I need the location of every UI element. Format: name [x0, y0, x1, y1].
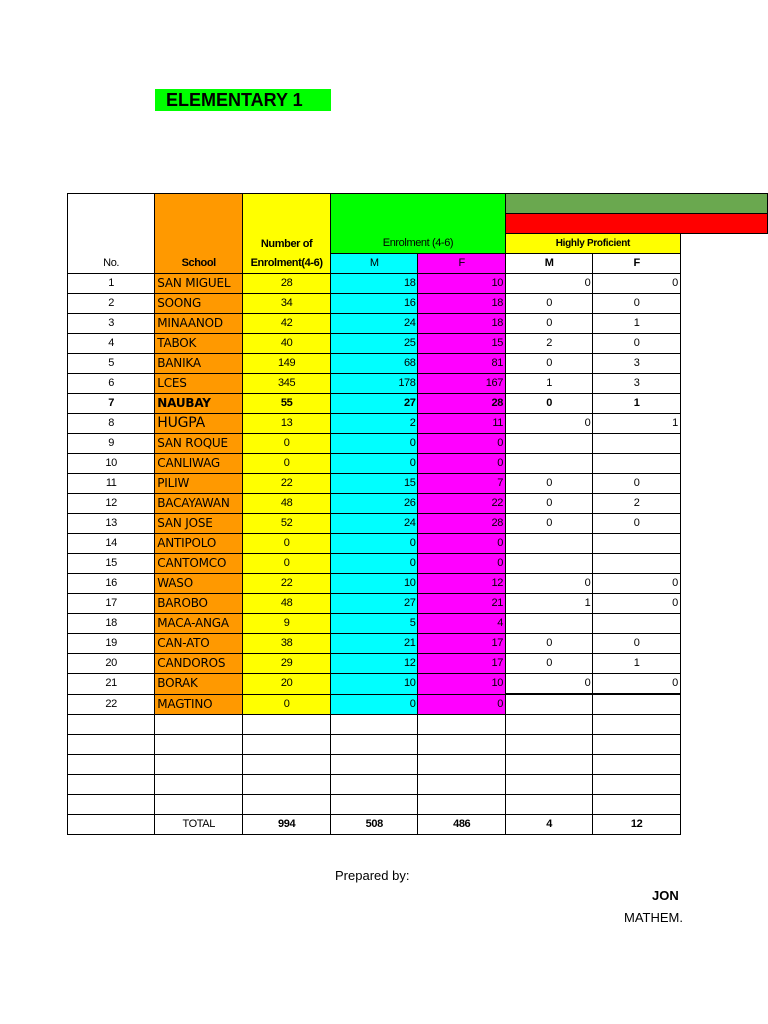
- empty-cell: [593, 795, 680, 815]
- empty-cell: [155, 735, 243, 755]
- enrolment-value: 20: [243, 674, 331, 695]
- female-value: 167: [418, 374, 505, 394]
- table-row: [68, 414, 768, 434]
- enrolment-value: 28: [243, 274, 331, 294]
- female-value: 11: [418, 414, 505, 434]
- enrolment-value: 0: [243, 534, 331, 554]
- spacer-cell: [680, 554, 767, 574]
- table-row: [68, 374, 768, 394]
- hp-male-value: 0: [505, 274, 592, 294]
- male-value: 0: [331, 434, 418, 454]
- row-number: 6: [68, 374, 155, 394]
- table-row: [68, 694, 768, 715]
- row-number: 15: [68, 554, 155, 574]
- hp-male-value: 0: [505, 574, 592, 594]
- prepared-by-label: Prepared by:: [335, 868, 410, 883]
- male-value: 18: [331, 274, 418, 294]
- spacer-cell: [680, 334, 767, 354]
- hp-female-value: 0: [593, 334, 680, 354]
- empty-cell: [68, 775, 155, 795]
- spacer-cell: [680, 574, 767, 594]
- row-number: 11: [68, 474, 155, 494]
- hp-f-header: F: [593, 254, 680, 274]
- school-name: CANLIWAG: [155, 454, 243, 474]
- empty-cell: [505, 775, 592, 795]
- hp-female-value: 0: [593, 474, 680, 494]
- spacer-cell: [680, 694, 767, 715]
- spacer-cell: [680, 674, 767, 695]
- empty-row: [68, 795, 768, 815]
- total-label: TOTAL: [155, 815, 243, 835]
- school-name: NAUBAY: [155, 394, 243, 414]
- header-row-columns: [68, 254, 768, 274]
- table-row: [68, 354, 768, 374]
- female-value: 28: [418, 514, 505, 534]
- row-number: 16: [68, 574, 155, 594]
- table-row: [68, 314, 768, 334]
- hp-female-value: 0: [593, 594, 680, 614]
- school-name: ANTIPOLO: [155, 534, 243, 554]
- female-value: 28: [418, 394, 505, 414]
- empty-row: [68, 755, 768, 775]
- enrolment-value: 345: [243, 374, 331, 394]
- total-row: [68, 815, 768, 835]
- male-value: 15: [331, 474, 418, 494]
- empty-cell: [243, 735, 331, 755]
- female-value: 0: [418, 454, 505, 474]
- spacer-cell: [680, 494, 767, 514]
- spacer-cell: [680, 354, 767, 374]
- hp-female-value: [593, 554, 680, 574]
- table-row: [68, 594, 768, 614]
- page-title: ELEMENTARY 1: [155, 89, 331, 111]
- empty-cell: [593, 755, 680, 775]
- empty-cell: [155, 715, 243, 735]
- female-value: 18: [418, 294, 505, 314]
- table-row: [68, 634, 768, 654]
- female-value: 22: [418, 494, 505, 514]
- hp-female-value: 3: [593, 374, 680, 394]
- empty-cell: [155, 755, 243, 775]
- female-value: 21: [418, 594, 505, 614]
- total-hp-female: 12: [593, 815, 680, 835]
- male-value: 178: [331, 374, 418, 394]
- hp-male-value: 0: [505, 514, 592, 534]
- table-row: [68, 334, 768, 354]
- row-number: 7: [68, 394, 155, 414]
- school-name: SAN MIGUEL: [155, 274, 243, 294]
- header-row-group: [68, 234, 768, 254]
- empty-cell: [243, 795, 331, 815]
- female-value: 0: [418, 554, 505, 574]
- hp-male-value: 0: [505, 294, 592, 314]
- school-name: MACA-ANGA: [155, 614, 243, 634]
- empty-cell: [331, 735, 418, 755]
- empty-cell: [418, 775, 505, 795]
- row-number: 20: [68, 654, 155, 674]
- hp-male-value: 0: [505, 474, 592, 494]
- hp-female-value: 2: [593, 494, 680, 514]
- spacer-cell: [680, 434, 767, 454]
- spacer-cell: [680, 474, 767, 494]
- male-value: 10: [331, 574, 418, 594]
- preparer-name: JON: [652, 888, 679, 903]
- school-name: CANDOROS: [155, 654, 243, 674]
- female-value: 12: [418, 574, 505, 594]
- spacer-cell: [680, 735, 767, 755]
- school-name: BORAK: [155, 674, 243, 695]
- spacer-cell: [680, 394, 767, 414]
- row-number: 8: [68, 414, 155, 434]
- highly-proficient-header: Highly Proficient: [505, 234, 680, 254]
- male-value: 0: [331, 534, 418, 554]
- empty-cell: [68, 755, 155, 775]
- enrolment-value: 52: [243, 514, 331, 534]
- enrolment-value: 29: [243, 654, 331, 674]
- table-row: [68, 494, 768, 514]
- table-row: [68, 674, 768, 695]
- row-number: 14: [68, 534, 155, 554]
- female-value: 7: [418, 474, 505, 494]
- male-value: 0: [331, 454, 418, 474]
- hp-female-value: 0: [593, 294, 680, 314]
- empty-row: [68, 775, 768, 795]
- table-row: [68, 614, 768, 634]
- table-row: [68, 274, 768, 294]
- enrolment-value: 9: [243, 614, 331, 634]
- table-row: [68, 654, 768, 674]
- hp-male-value: 0: [505, 494, 592, 514]
- male-value: 21: [331, 634, 418, 654]
- row-number: 19: [68, 634, 155, 654]
- enrolment-value: 38: [243, 634, 331, 654]
- hp-female-value: 1: [593, 394, 680, 414]
- spacer-cell: [680, 294, 767, 314]
- enrolment-value: 13: [243, 414, 331, 434]
- m-header: M: [331, 254, 418, 274]
- table-row: [68, 574, 768, 594]
- empty-cell: [155, 795, 243, 815]
- enrolment-value: 22: [243, 574, 331, 594]
- spacer-cell: [680, 274, 767, 294]
- enrolment-value: 48: [243, 494, 331, 514]
- empty-cell: [331, 715, 418, 735]
- hp-male-value: [505, 554, 592, 574]
- header-row-top: [68, 194, 768, 214]
- enrolment-header-line1: Number of: [243, 234, 331, 254]
- hp-female-value: 0: [593, 274, 680, 294]
- school-header: School: [155, 254, 243, 274]
- enrolment-header-line2: Enrolment(4-6): [243, 254, 331, 274]
- enrolment-value: 34: [243, 294, 331, 314]
- empty-cell: [68, 795, 155, 815]
- hp-female-value: 3: [593, 354, 680, 374]
- hp-male-value: 1: [505, 594, 592, 614]
- enrolment-value: 22: [243, 474, 331, 494]
- hp-female-value: 1: [593, 314, 680, 334]
- spacer-cell: [680, 755, 767, 775]
- table-row: [68, 294, 768, 314]
- row-number: 10: [68, 454, 155, 474]
- spacer-cell: [680, 594, 767, 614]
- hp-female-value: 0: [593, 634, 680, 654]
- female-value: 15: [418, 334, 505, 354]
- total-enrolment: 994: [243, 815, 331, 835]
- enrolment-value: 40: [243, 334, 331, 354]
- hp-female-value: [593, 434, 680, 454]
- female-value: 17: [418, 634, 505, 654]
- school-name: CAN-ATO: [155, 634, 243, 654]
- no-header: No.: [68, 254, 155, 274]
- male-value: 26: [331, 494, 418, 514]
- f-header: F: [418, 254, 505, 274]
- enrolment-value: 0: [243, 434, 331, 454]
- hp-male-value: 2: [505, 334, 592, 354]
- hp-male-value: [505, 454, 592, 474]
- male-value: 27: [331, 394, 418, 414]
- row-number: 18: [68, 614, 155, 634]
- school-name: SAN ROQUE: [155, 434, 243, 454]
- hp-male-value: 1: [505, 374, 592, 394]
- total-female: 486: [418, 815, 505, 835]
- hp-female-value: [593, 454, 680, 474]
- school-name: MINAANOD: [155, 314, 243, 334]
- school-name: BACAYAWAN: [155, 494, 243, 514]
- empty-cell: [505, 735, 592, 755]
- hp-male-value: 0: [505, 354, 592, 374]
- school-name: CANTOMCO: [155, 554, 243, 574]
- hp-male-value: [505, 534, 592, 554]
- hp-male-value: [505, 694, 592, 715]
- enrolment-value: 0: [243, 694, 331, 715]
- enrolment-value: 48: [243, 594, 331, 614]
- male-value: 10: [331, 674, 418, 695]
- empty-cell: [68, 715, 155, 735]
- total-blank: [68, 815, 155, 835]
- empty-row: [68, 715, 768, 735]
- school-name: LCES: [155, 374, 243, 394]
- hp-female-value: [593, 694, 680, 715]
- male-value: 24: [331, 514, 418, 534]
- table-row: [68, 454, 768, 474]
- female-value: 18: [418, 314, 505, 334]
- empty-cell: [505, 755, 592, 775]
- empty-cell: [331, 775, 418, 795]
- male-value: 25: [331, 334, 418, 354]
- table-row: [68, 534, 768, 554]
- spacer-cell: [680, 775, 767, 795]
- male-value: 68: [331, 354, 418, 374]
- spacer-cell: [680, 634, 767, 654]
- hp-male-value: 0: [505, 634, 592, 654]
- empty-cell: [593, 715, 680, 735]
- enrolment-value: 149: [243, 354, 331, 374]
- empty-cell: [68, 735, 155, 755]
- row-number: 17: [68, 594, 155, 614]
- empty-cell: [593, 735, 680, 755]
- female-value: 10: [418, 674, 505, 695]
- row-number: 5: [68, 354, 155, 374]
- hp-male-value: [505, 614, 592, 634]
- school-name: PILIW: [155, 474, 243, 494]
- spacer-cell: [680, 374, 767, 394]
- table-row: [68, 554, 768, 574]
- male-value: 27: [331, 594, 418, 614]
- hp-male-value: [505, 434, 592, 454]
- enrolment-value: 0: [243, 554, 331, 574]
- total-hp-male: 4: [505, 815, 592, 835]
- table-row: [68, 514, 768, 534]
- school-name: MAGTINO: [155, 694, 243, 715]
- spacer-cell: [680, 715, 767, 735]
- empty-cell: [418, 795, 505, 815]
- empty-cell: [155, 775, 243, 795]
- row-number: 1: [68, 274, 155, 294]
- header-row-red: [68, 214, 768, 234]
- row-number: 4: [68, 334, 155, 354]
- male-value: 2: [331, 414, 418, 434]
- female-value: 0: [418, 434, 505, 454]
- spacer-cell: [680, 614, 767, 634]
- hp-male-value: 0: [505, 414, 592, 434]
- empty-cell: [243, 755, 331, 775]
- table-row: [68, 434, 768, 454]
- hp-male-value: 0: [505, 314, 592, 334]
- school-name: SOONG: [155, 294, 243, 314]
- hp-female-value: [593, 614, 680, 634]
- hp-male-value: 0: [505, 394, 592, 414]
- enrolment-value: 0: [243, 454, 331, 474]
- male-value: 5: [331, 614, 418, 634]
- total-male: 508: [331, 815, 418, 835]
- female-value: 17: [418, 654, 505, 674]
- hp-female-value: 0: [593, 674, 680, 695]
- hp-m-header: M: [505, 254, 592, 274]
- empty-row: [68, 735, 768, 755]
- spacer-cell: [680, 314, 767, 334]
- male-value: 0: [331, 554, 418, 574]
- spacer-cell: [680, 414, 767, 434]
- school-name: BANIKA: [155, 354, 243, 374]
- hp-female-value: [593, 534, 680, 554]
- hp-female-value: 0: [593, 514, 680, 534]
- table-row: [68, 474, 768, 494]
- row-number: 22: [68, 694, 155, 715]
- empty-cell: [418, 735, 505, 755]
- hp-female-value: 0: [593, 574, 680, 594]
- spacer-cell: [680, 514, 767, 534]
- spacer-cell: [680, 454, 767, 474]
- row-number: 9: [68, 434, 155, 454]
- spacer-cell: [680, 795, 767, 815]
- female-value: 0: [418, 534, 505, 554]
- school-name: BAROBO: [155, 594, 243, 614]
- row-number: 2: [68, 294, 155, 314]
- preparer-position: MATHEM.: [624, 910, 683, 925]
- male-value: 12: [331, 654, 418, 674]
- empty-cell: [331, 755, 418, 775]
- row-number: 13: [68, 514, 155, 534]
- empty-cell: [418, 755, 505, 775]
- spacer-cell: [680, 534, 767, 554]
- female-value: 4: [418, 614, 505, 634]
- male-value: 0: [331, 694, 418, 715]
- hp-male-value: 0: [505, 654, 592, 674]
- enrolment-group-header: Enrolment (4-6): [331, 234, 506, 254]
- school-name: WASO: [155, 574, 243, 594]
- school-name: HUGPA: [155, 414, 243, 434]
- female-value: 81: [418, 354, 505, 374]
- female-value: 0: [418, 694, 505, 715]
- hp-female-value: 1: [593, 414, 680, 434]
- male-value: 24: [331, 314, 418, 334]
- male-value: 16: [331, 294, 418, 314]
- row-number: 12: [68, 494, 155, 514]
- hp-female-value: 1: [593, 654, 680, 674]
- empty-cell: [505, 795, 592, 815]
- empty-cell: [505, 715, 592, 735]
- empty-cell: [243, 715, 331, 735]
- enrolment-value: 55: [243, 394, 331, 414]
- enrolment-value: 42: [243, 314, 331, 334]
- school-name: TABOK: [155, 334, 243, 354]
- empty-cell: [593, 775, 680, 795]
- empty-cell: [243, 775, 331, 795]
- spacer-cell: [680, 815, 767, 835]
- empty-cell: [331, 795, 418, 815]
- school-name: SAN JOSE: [155, 514, 243, 534]
- female-value: 10: [418, 274, 505, 294]
- row-number: 3: [68, 314, 155, 334]
- row-number: 21: [68, 674, 155, 695]
- hp-male-value: 0: [505, 674, 592, 695]
- table-row: [68, 394, 768, 414]
- empty-cell: [418, 715, 505, 735]
- spacer-cell: [680, 654, 767, 674]
- enrolment-table: [67, 193, 768, 835]
